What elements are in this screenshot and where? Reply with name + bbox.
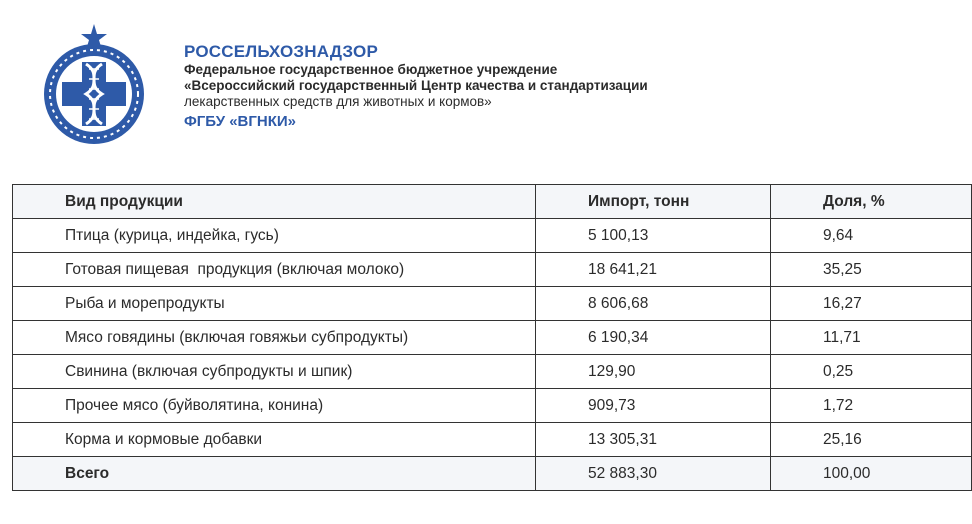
cell-import: 129,90 — [536, 355, 771, 389]
table-row — [13, 253, 972, 287]
cell-share: 11,71 — [771, 321, 972, 355]
table-row — [13, 321, 972, 355]
org-short-name: ФГБУ «ВГНКИ» — [184, 113, 297, 130]
cell-import: 18 641,21 — [536, 253, 771, 287]
cell-import: 5 100,13 — [536, 219, 771, 253]
column-header-product: Вид продукции — [13, 185, 536, 219]
cell-product: Мясо говядины (включая говяжьи субпродукты) — [13, 321, 536, 355]
table-row — [13, 287, 972, 321]
rosselkhoznadzor-emblem-icon — [36, 22, 152, 146]
cell-product: Готовая пищевая продукция (включая молоко) — [13, 253, 536, 287]
table-row — [13, 423, 972, 457]
table-row — [13, 219, 972, 253]
organization-info — [184, 42, 784, 132]
table-row — [13, 389, 972, 423]
cell-share: 25,16 — [771, 423, 972, 457]
cell-import: 909,73 — [536, 389, 771, 423]
cell-share: 9,64 — [771, 219, 972, 253]
cell-share: 0,25 — [771, 355, 972, 389]
table-header-row — [13, 185, 972, 219]
cell-import: 6 190,34 — [536, 321, 771, 355]
cell-product: Свинина (включая субпродукты и шпик) — [13, 355, 536, 389]
cell-import: 13 305,31 — [536, 423, 771, 457]
cell-import: 8 606,68 — [536, 287, 771, 321]
cell-product: Птица (курица, индейка, гусь) — [13, 219, 536, 253]
org-name: РОССЕЛЬХОЗНАДЗОР — [184, 42, 378, 61]
total-import: 52 883,30 — [536, 457, 771, 491]
cell-share: 16,27 — [771, 287, 972, 321]
table-row — [13, 355, 972, 389]
import-table — [12, 184, 972, 491]
cell-product: Рыба и морепродукты — [13, 287, 536, 321]
cell-share: 1,72 — [771, 389, 972, 423]
total-share: 100,00 — [771, 457, 972, 491]
header — [0, 0, 800, 170]
org-description-line-3: лекарственных средств для животных и кормов» — [184, 94, 492, 109]
table-total-row — [13, 457, 972, 491]
column-header-share: Доля, % — [771, 185, 972, 219]
cell-product: Корма и кормовые добавки — [13, 423, 536, 457]
column-header-import: Импорт, тонн — [536, 185, 771, 219]
org-description-line-2: «Всероссийский государственный Центр качества и стандартизации — [184, 78, 648, 93]
org-description-line-1: Федеральное государственное бюджетное учреждение — [184, 62, 558, 77]
cell-product: Прочее мясо (буйволятина, конина) — [13, 389, 536, 423]
cell-share: 35,25 — [771, 253, 972, 287]
total-label: Всего — [13, 457, 536, 491]
